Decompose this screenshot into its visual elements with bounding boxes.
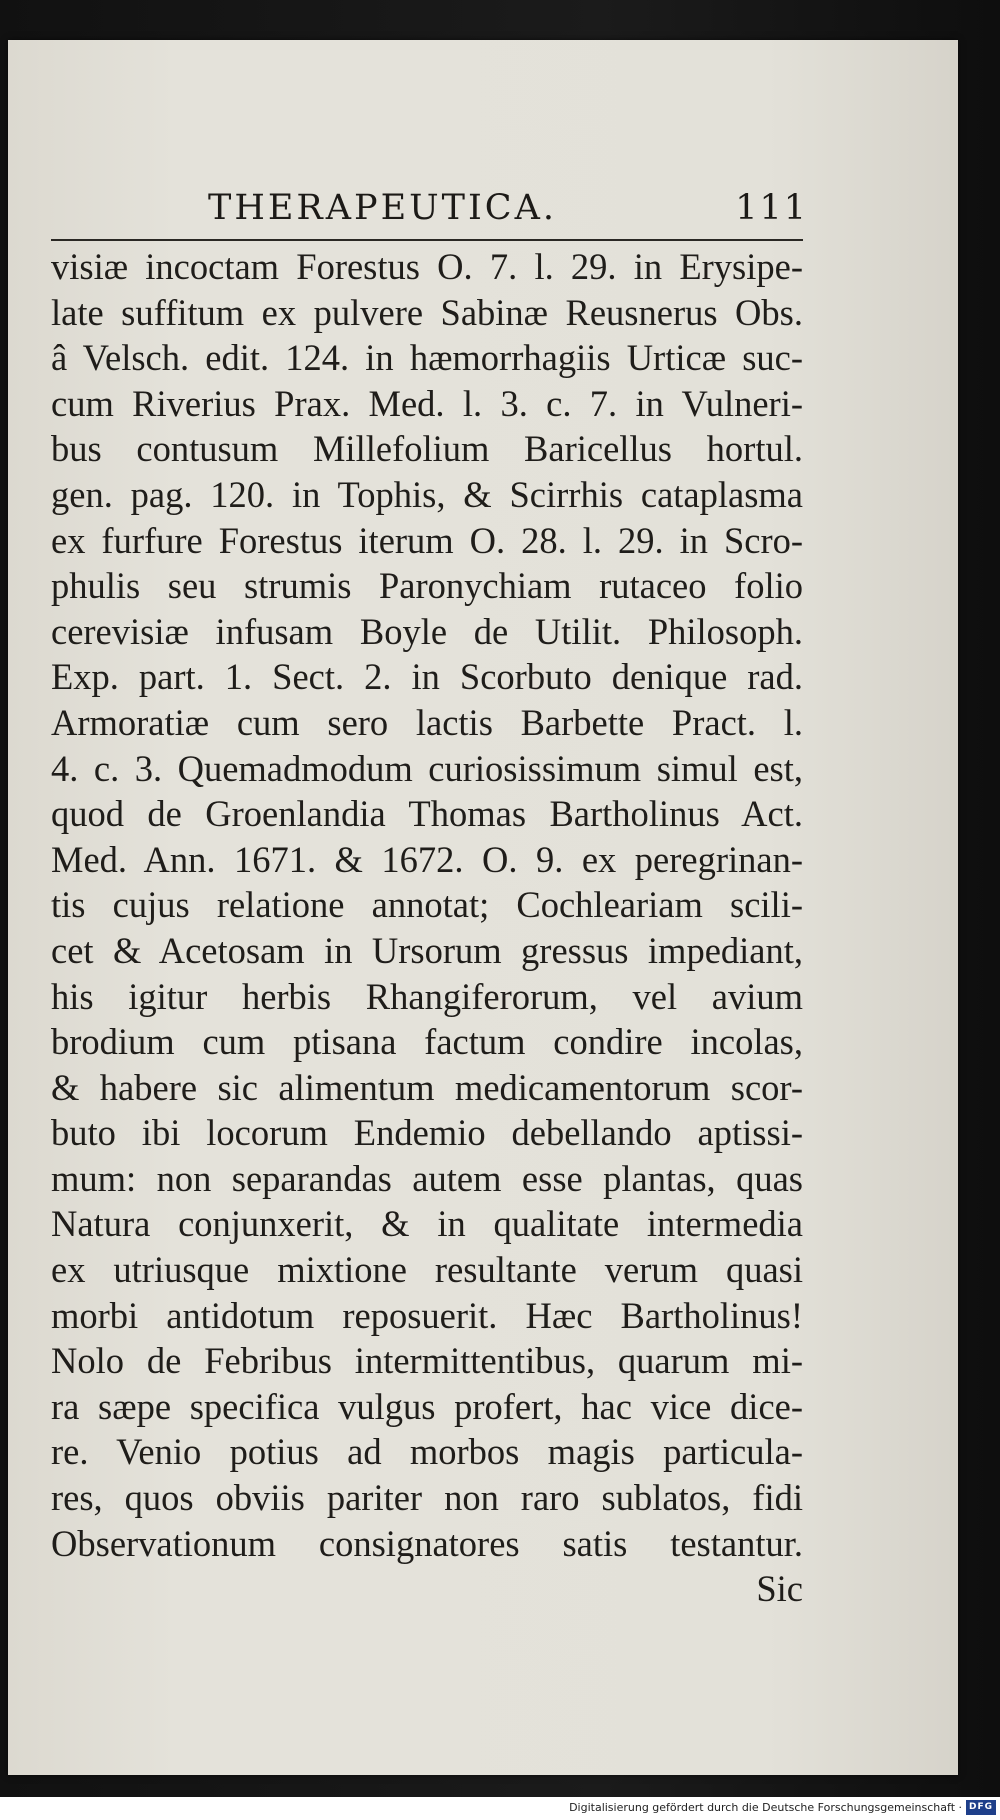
text-line: late suffitum ex pulvere Sabinæ Reusnerus Obs. bbox=[51, 291, 803, 333]
text-line: ex furfure Forestus iterum O. 28. l. 29. in Scro- bbox=[51, 519, 803, 561]
text-line: cet & Acetosam in Ursorum gressus impediant, bbox=[51, 929, 803, 971]
book-page bbox=[8, 40, 958, 1775]
text-line: Armoratiæ cum sero lactis Barbette Pract. l. bbox=[51, 701, 803, 743]
text-line: bus contusum Millefolium Baricellus hortul. bbox=[51, 428, 803, 470]
text-line: mum: non separandas autem esse plantas, quas bbox=[51, 1157, 803, 1199]
text-line: phulis seu strumis Paronychiam rutaceo folio bbox=[51, 565, 803, 607]
text-line: tis cujus relatione annotat; Cochleariam scili- bbox=[51, 884, 803, 926]
text-line: & habere sic alimentum medicamentorum scor- bbox=[51, 1066, 803, 1108]
text-line: morbi antidotum reposuerit. Hæc Bartholinus! bbox=[51, 1294, 803, 1336]
text-line: his igitur herbis Rhangiferorum, vel avium bbox=[51, 975, 803, 1017]
funding-credit: Digitalisierung gefördert durch die Deutsche Forschungsgemeinschaft · bbox=[569, 1801, 962, 1814]
text-line: Observationum consignatores satis testantur. bbox=[51, 1522, 803, 1564]
text-line: cum Riverius Prax. Med. l. 3. c. 7. in Vulneri- bbox=[51, 382, 803, 424]
text-line: cerevisiæ infusam Boyle de Utilit. Philosoph. bbox=[51, 610, 803, 652]
text-line: res, quos obviis pariter non raro sublatos, fidi bbox=[51, 1477, 803, 1519]
header-rule bbox=[51, 239, 803, 241]
text-line: brodium cum ptisana factum condire incolas, bbox=[51, 1021, 803, 1063]
text-line: ex utriusque mixtione resultante verum quasi bbox=[51, 1249, 803, 1291]
text-line: Med. Ann. 1671. & 1672. O. 9. ex peregrinan- bbox=[51, 838, 803, 880]
text-line: buto ibi locorum Endemio debellando aptissi- bbox=[51, 1112, 803, 1154]
text-line: Nolo de Febribus intermittentibus, quarum mi- bbox=[51, 1340, 803, 1382]
text-line: gen. pag. 120. in Tophis, & Scirrhis cataplasma bbox=[51, 473, 803, 515]
running-head-title: THERAPEUTICA. bbox=[208, 188, 557, 228]
text-line: visiæ incoctam Forestus O. 7. l. 29. in Erysipe- bbox=[51, 246, 803, 287]
page-number: 111 bbox=[735, 188, 808, 228]
text-line: quod de Groenlandia Thomas Bartholinus Act. bbox=[51, 793, 803, 835]
digitization-footer bbox=[0, 1797, 1000, 1820]
text-line: Exp. part. 1. Sect. 2. in Scorbuto denique rad. bbox=[51, 656, 803, 698]
catchword-row bbox=[51, 1566, 803, 1612]
text-line: â Velsch. edit. 124. in hæmorrhagiis Urticæ suc- bbox=[51, 337, 803, 379]
running-head bbox=[208, 188, 808, 238]
catchword: Sic bbox=[756, 1568, 803, 1610]
body-text bbox=[51, 244, 803, 1612]
text-line: ra sæpe specifica vulgus profert, hac vice dice- bbox=[51, 1385, 803, 1427]
text-line: re. Venio potius ad morbos magis particula- bbox=[51, 1431, 803, 1473]
text-line: Natura conjunxerit, & in qualitate intermedia bbox=[51, 1203, 803, 1245]
text-line: 4. c. 3. Quemadmodum curiosissimum simul est, bbox=[51, 747, 803, 789]
dfg-logo-icon: DFG bbox=[966, 1800, 996, 1815]
